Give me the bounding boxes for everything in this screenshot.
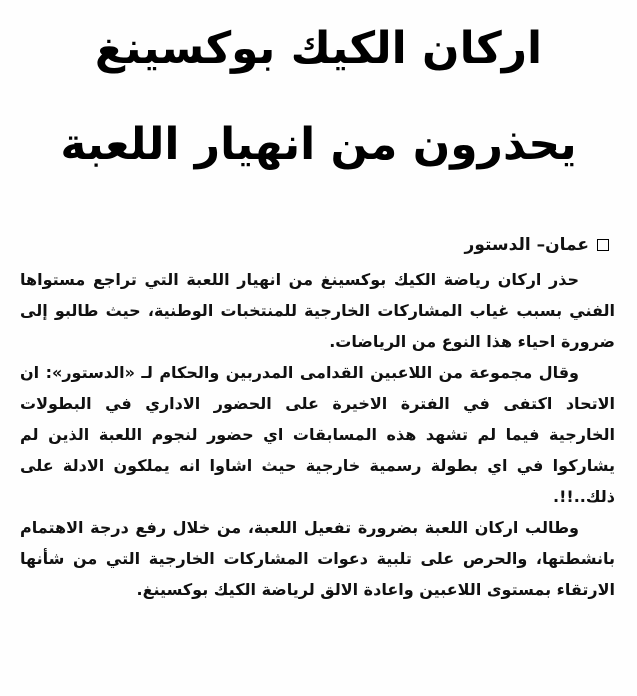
- paragraph-1: حذر اركان رياضة الكيك بوكسينغ من انهيار اللعبة التي تراجع مستواها الفني بسبب غياب المشاركات الخارجية للمنتخبات الوطنية، حيث طالبو إلى ضرورة احياء هذا النوع من الرياضات.: [20, 270, 615, 351]
- headline-line-2: يحذرون من انهيار اللعبة: [60, 119, 577, 170]
- square-bullet-icon: [597, 239, 609, 251]
- byline-text: عمان– الدستور: [464, 235, 589, 255]
- article-body: [20, 264, 615, 605]
- paragraph-2: وقال مجموعة من اللاعبين القدامى المدربين والحكام لـ «الدستور»: ان الاتحاد اكتفى في الفترة الاخيرة على الحضور الاداري في البطولات الخارجية فيما لم تشهد هذه المسابقات اي حضور لنجوم اللعبة الذين لم يشاركوا في اي بطولة رسمية خارجية حيث اشاوا انه يملكون الادلة على ذلك..!!.: [20, 363, 615, 506]
- paragraph-3: وطالب اركان اللعبة بضرورة تفعيل اللعبة، من خلال رفع درجة الاهتمام بانشطتها، والحرص على تلبية دعوات المشاركات الخارجية التي من شأنها الارتقاء بمستوى اللاعبين واعادة الالق لرياضة الكيك بوكسينغ.: [20, 518, 615, 599]
- headline-line-1: اركان الكيك بوكسينغ: [94, 23, 543, 74]
- byline: [465, 232, 609, 258]
